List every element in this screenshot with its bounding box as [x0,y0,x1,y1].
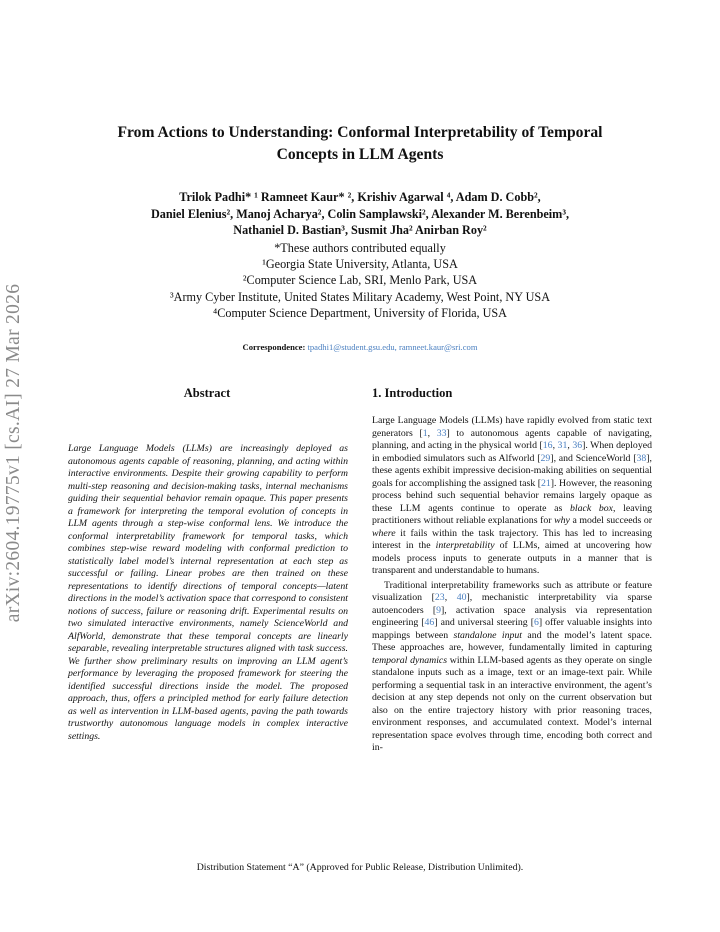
affiliation-line: ¹Georgia State University, Atlanta, USA [262,257,458,272]
affiliation-line: ⁴Computer Science Department, University of Florida, USA [213,305,507,320]
distribution-statement: Distribution Statement “A” (Approved for Public Release, Distribution Unlimited). [196,862,524,873]
author-line: Nathaniel D. Bastian³, Susmit Jha² Anirban Roy² [233,223,487,237]
citation-link[interactable]: 21 [540,477,551,489]
intro-heading: 1. Introduction [372,386,453,400]
affiliation-line: *These authors contributed equally [274,241,446,255]
affiliations [60,240,660,321]
author-list [60,189,660,239]
arxiv-stamp: arXiv:2604.19775v1 [cs.AI] 27 Mar 2026 [3,283,24,623]
author-line: Daniel Elenius², Manoj Acharya², Colin Samplawski², Alexander M. Berenbeim³, [150,206,570,221]
intro-paragraph: Large Language Models (LLMs) have rapidly evolved from static text generators [1, 33] to autonomous agents capable of navigating, planning, and acting in the physical world [16, 31, 36]. When deployed in embodied simulators such as Alfworld [29], and ScienceWorld [38], these agents exhibit impressive decision-making abilities on sequential goals for accomplishing the assigned task [21]. However, the reasoning process behind such sequential behavior remains largely opaque as these LLM agents continue to operate as black box, leaving practitioners without reliable explanations for why a model succeeds or where it fails within the task trajectory. This has led to increasing interest in the interpretability of LLMs, aimed at uncovering how models process inputs to generate outputs in a manner that is transparent and understandable to humans. [372,415,653,576]
paper-title [60,122,660,166]
citation-link[interactable]: 46 [424,617,435,628]
citation-link[interactable]: 38 [636,452,647,464]
citation-link[interactable]: 1 [422,427,428,439]
citation-link[interactable]: 23 [434,592,445,603]
affiliation-line: ²Computer Science Lab, SRI, Menlo Park, USA [242,273,478,288]
intro-paragraph: Traditional interpretability frameworks such as attribute or feature visualization [23, 40], mechanistic interpretability via sparse autoencoders [9], activation space analysis via representation engineering [46] and universal steering [6] offer valuable insights into mappings between standalone input and the model’s latent space. These approaches are, however, fundamentally limited in capturing temporal dynamics within LLM-based agents as they operate on single standalone inputs such as a image, text or an image-text pair. While performing a sequential task in an interactive environment, the agent’s decision at any step depends not only on the current observation but also on the entire trajectory history with prior reasoning traces, environment responses, and accumulated context. Model’s internal representation space evolves through time, encoding both correct and in- [372,579,653,753]
correspondence-emails[interactable]: tpadhi1@student.gsu.edu, ramneet.kaur@sri.com [307,342,478,352]
citation-link[interactable]: 31 [557,440,568,451]
affiliation-line: ³Army Cyber Institute, United States Military Academy, West Point, NY USA [170,289,550,304]
citation-link[interactable]: 36 [572,440,583,451]
abstract-text: Large Language Models (LLMs) are increasingly deployed as autonomous agents capable of reasoning, planning, and acting within interactive environments. Despite their growing capability to perform multi-step reasoning and decision-making tasks, internal mechanisms guiding their sequential behavior remain opaque. This paper presents a framework for interpreting the temporal evolution of concepts in LLM agents through a step-wise conformal lens. We introduce the conformal interpretability framework for temporal tasks, which combines step-wise reward modeling with conformal prediction to statistically label model’s internal representation at each step as successful or failing. Linear probes are then trained on these representations to identify directions of temporal concepts—latent directions in the model’s activation space that correspond to consistent notions of success, failure or reasoning drift. Experimental results on two simulated interactive environments, namely ScienceWorld and AlfWorld, demonstrate that these temporal concepts are linearly separable, revealing interpretable structures aligned with task success. We further show preliminary results on improving an LLM agent’s performance by leveraging the proposed framework for steering the identified successful directions inside the model. The proposed approach, thus, offers a principled method for early failure detection as well as intervention in LLM-based agents, paving the path towards trustworthy autonomous language models in complex interactive settings. [68,443,348,742]
title-line: Concepts in LLM Agents [276,146,444,163]
citation-link[interactable]: 6 [534,617,539,628]
correspondence [60,342,660,352]
title-line: From Actions to Understanding: Conformal Interpretability of Temporal [117,124,603,141]
citation-link[interactable]: 9 [436,604,442,616]
citation-link[interactable]: 16 [542,440,553,451]
citation-link[interactable]: 40 [456,592,467,603]
correspondence-label: Correspondence: [242,342,306,352]
abstract-heading: Abstract [183,386,231,400]
author-line: Trilok Padhi* ¹ Ramneet Kaur* ², Krishiv Agarwal ⁴, Adam D. Cobb², [179,190,541,204]
citation-link[interactable]: 29 [540,452,551,464]
citation-link[interactable]: 33 [436,427,447,439]
intro-body [372,415,652,755]
